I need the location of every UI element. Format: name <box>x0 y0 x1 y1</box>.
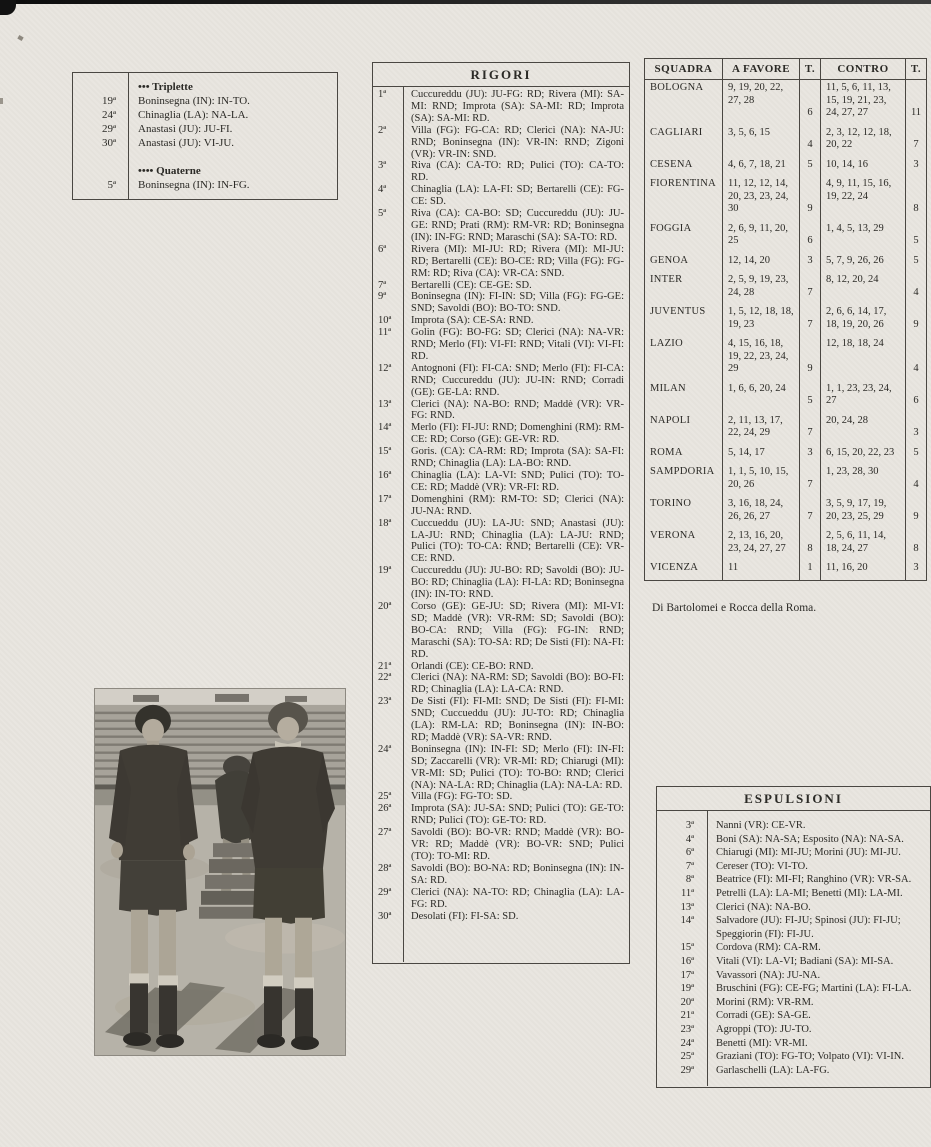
rigori-row <box>373 661 629 673</box>
list-item <box>73 136 337 150</box>
contro-rounds: 11, 16, 20 <box>821 560 906 580</box>
rigori-row-text: Riva (CA): CA-TO: RD; Pulici (TO): CA-TO: RD. <box>411 160 624 184</box>
item-text: Boninsegna (IN): IN-TO. <box>138 95 250 107</box>
squadra-row <box>645 413 927 445</box>
round-number: 27ª <box>378 827 392 839</box>
team-name: VERONA <box>650 530 696 541</box>
contro-total: 7 <box>906 125 927 157</box>
espulsioni-rows <box>657 811 930 1086</box>
squadra-row <box>645 496 927 528</box>
espulsioni-row-text: Graziani (TO): FG-TO; Volpato (VI): VI-IN. <box>716 1051 904 1063</box>
favore-rounds: 2, 5, 9, 19, 23, 24, 28 <box>723 272 800 304</box>
rigori-row-text: Domenghini (RM): RM-TO: SD; Clerici (NA): JU-NA: RND. <box>411 493 624 517</box>
section-header: ••• Triplette <box>138 81 193 93</box>
rigori-row-text: Desolati (FI): FI-SA: SD. <box>411 910 519 922</box>
contro-rounds: 11, 5, 6, 11, 13, 15, 19, 21, 23, 24, 27, 27 <box>821 80 906 125</box>
contro-rounds: 1, 23, 28, 30 <box>821 464 906 496</box>
team-name: CAGLIARI <box>650 126 703 138</box>
rigori-row <box>373 244 629 280</box>
squadra-row <box>645 125 927 157</box>
rigori-row <box>373 160 629 184</box>
round-number: 29ª <box>378 886 392 898</box>
espulsioni-row <box>657 860 930 874</box>
triplette-quaterne-rows <box>73 80 337 192</box>
favore-total: 7 <box>800 413 821 445</box>
round-number: 15ª <box>680 942 694 954</box>
contro-total: 3 <box>906 560 927 580</box>
contro-rounds: 12, 18, 18, 24 <box>821 336 906 381</box>
rigori-row <box>373 315 629 327</box>
favore-total: 9 <box>800 176 821 221</box>
round-number <box>73 80 128 94</box>
squadra-row <box>645 445 927 465</box>
team-name: MILAN <box>650 382 686 394</box>
team-name: CESENA <box>650 158 693 170</box>
team-name: SAMPDORIA <box>650 466 715 477</box>
round-number: 26ª <box>378 803 392 815</box>
rigori-row <box>373 827 629 863</box>
contro-total: 4 <box>906 336 927 381</box>
triplette-quaterne-box <box>72 72 338 200</box>
round-number: 12ª <box>378 362 392 374</box>
team-name: BOLOGNA <box>650 82 704 93</box>
rigori-title: RIGORI <box>373 63 629 87</box>
round-number: 21ª <box>378 660 392 672</box>
item-text: Chinaglia (LA): NA-LA. <box>138 109 249 121</box>
espulsioni-row-text: Nanni (VR): CE-VR. <box>716 820 806 831</box>
item-text: Boninsegna (IN): IN-FG. <box>138 179 250 191</box>
col-header-contro: CONTRO <box>821 59 906 80</box>
rigori-row <box>373 744 629 792</box>
favore-total: 8 <box>800 528 821 560</box>
rigori-row <box>373 89 629 125</box>
rigori-row-text: Golin (FG): BO-FG: SD; Clerici (NA): NA-VR: RND; Merlo (FI): VI-FI: RND; Vitali (VI): VI-FI: RD. <box>411 327 624 362</box>
favore-rounds: 2, 11, 13, 17, 22, 24, 29 <box>723 413 800 445</box>
espulsioni-row-text: Bruschini (FG): CE-FG; Martini (LA): FI-LA. <box>716 983 912 995</box>
squadra-row <box>645 80 927 125</box>
espulsioni-row <box>657 887 930 901</box>
contro-rounds: 4, 9, 11, 15, 16, 19, 22, 24 <box>821 176 906 221</box>
favore-total: 1 <box>800 560 821 580</box>
list-item <box>73 122 337 136</box>
espulsioni-row <box>657 914 930 941</box>
section-header-row <box>73 80 337 94</box>
contro-total: 4 <box>906 464 927 496</box>
rigori-row-text: Chinaglia (LA): LA-VI: SND; Pulici (TO): TO-CE: RD; Maddè (VR): VR-FI: RD. <box>411 470 624 493</box>
contro-rounds: 6, 15, 20, 22, 23 <box>821 445 906 465</box>
contro-total: 6 <box>906 381 927 413</box>
item-text: Anastasi (JU): JU-FI. <box>138 123 233 135</box>
favore-rounds: 4, 6, 7, 18, 21 <box>723 157 800 177</box>
section-header: •••• Quaterne <box>138 165 201 177</box>
list-item <box>73 178 337 192</box>
round-number: 15ª <box>378 446 392 458</box>
round-number: 20ª <box>378 600 392 612</box>
team-name: ROMA <box>650 446 683 458</box>
rigori-row <box>373 399 629 423</box>
contro-total: 8 <box>906 176 927 221</box>
espulsioni-row <box>657 819 930 833</box>
rigori-row <box>373 363 629 399</box>
espulsioni-row <box>657 846 930 860</box>
favore-total: 7 <box>800 272 821 304</box>
scan-artifact-speck <box>17 35 23 41</box>
round-number: 3ª <box>685 820 694 831</box>
photo-caption: Di Bartolomei e Rocca della Roma. <box>652 602 817 614</box>
round-number: 29ª <box>101 123 116 135</box>
round-number: 14ª <box>680 915 694 927</box>
round-number: 17ª <box>680 969 694 981</box>
contro-total: 5 <box>906 253 927 273</box>
round-number: 19ª <box>378 565 392 577</box>
round-number: 24ª <box>378 743 392 755</box>
squadra-table <box>644 58 927 581</box>
round-number: 24ª <box>680 1037 694 1049</box>
rigori-row <box>373 696 629 744</box>
scan-artifact-topbar <box>0 0 931 4</box>
rigori-row <box>373 280 629 292</box>
round-number: 9ª <box>378 291 387 303</box>
rigori-row-text: Cuccueddu (JU): LA-JU: SND; Anastasi (JU): LA-JU: RND; Chinaglia (LA): LA-JU: RND; Pulici (TO): TO-CA: RND; Bertarelli (CE): VR-CE: RND. <box>411 517 624 565</box>
scan-artifact-corner <box>0 0 16 15</box>
col-header-squadra: SQUADRA <box>645 59 723 80</box>
team-name: FIORENTINA <box>650 178 716 189</box>
round-number: 11ª <box>378 327 392 339</box>
favore-total: 6 <box>800 80 821 125</box>
contro-rounds: 2, 3, 12, 12, 18, 20, 22 <box>821 125 906 157</box>
espulsioni-row <box>657 1050 930 1064</box>
rigori-row-text: Improta (SA): JU-SA: SND; Pulici (TO): GE-TO: RND; Pulici (TO): GE-TO: RD. <box>411 803 624 827</box>
squadra-row <box>645 336 927 381</box>
round-number: 7ª <box>378 279 387 291</box>
round-number: 5ª <box>107 179 116 191</box>
round-number: 19ª <box>101 95 116 107</box>
round-number: 25ª <box>378 791 392 803</box>
rigori-row <box>373 565 629 601</box>
espulsioni-row <box>657 1009 930 1023</box>
rigori-row <box>373 446 629 470</box>
round-number: 16ª <box>680 955 694 967</box>
squadra-row <box>645 560 927 580</box>
favore-total: 9 <box>800 336 821 381</box>
col-header-totale-contro: T. <box>906 59 927 80</box>
favore-rounds: 1, 1, 5, 10, 15, 20, 26 <box>723 464 800 496</box>
rigori-row <box>373 863 629 887</box>
rigori-row-text: Goris. (CA): CA-RM: RD; Improta (SA): SA-FI: RND; Chinaglia (LA): LA-BO: RND. <box>411 446 624 470</box>
round-number <box>73 164 128 178</box>
espulsioni-row <box>657 996 930 1010</box>
espulsioni-row-text: Corradi (GE): SA-GE. <box>716 1010 811 1022</box>
rigori-row-text: Merlo (FI): FI-JU: RND; Domenghini (RM): RM-CE: RD; Corso (GE): GE-VR: RD. <box>411 422 624 446</box>
favore-rounds: 9, 19, 20, 22, 27, 28 <box>723 80 800 125</box>
contro-rounds: 2, 5, 6, 11, 14, 18, 24, 27 <box>821 528 906 560</box>
players-photo-illustration <box>95 689 345 1055</box>
contro-total: 3 <box>906 157 927 177</box>
favore-rounds: 3, 5, 6, 15 <box>723 125 800 157</box>
espulsioni-row-text: Boni (SA): NA-SA; Esposito (NA): NA-SA. <box>716 833 904 845</box>
round-number: 6ª <box>378 243 387 255</box>
contro-total: 4 <box>906 272 927 304</box>
favore-total: 7 <box>800 464 821 496</box>
espulsioni-row <box>657 982 930 996</box>
round-number: 30ª <box>378 910 392 922</box>
favore-total: 6 <box>800 221 821 253</box>
rigori-row-text: Boninsegna (IN): IN-FI: SD; Merlo (FI): IN-FI: SD; Zaccarelli (VR): VR-MI: RD; Chiarugi (MI): VR-MI: SD; Pulici (TO): TO-BO: RND; Clerici (NA): NA-LA: RD; Chinaglia (LA): NA-LA: RD. <box>411 743 624 791</box>
rigori-row <box>373 494 629 518</box>
favore-rounds: 11, 12, 12, 14, 20, 23, 23, 24, 30 <box>723 176 800 221</box>
contro-rounds: 2, 6, 6, 14, 17, 18, 19, 20, 26 <box>821 304 906 336</box>
team-name: JUVENTUS <box>650 306 706 317</box>
team-name: LAZIO <box>650 338 683 349</box>
col-header-totale-favore: T. <box>800 59 821 80</box>
round-number: 16ª <box>378 470 392 481</box>
round-number: 24ª <box>101 109 116 121</box>
rigori-row <box>373 672 629 696</box>
team-name: GENOA <box>650 254 689 266</box>
squadra-row <box>645 176 927 221</box>
round-number: 30ª <box>101 137 116 149</box>
espulsioni-row-text: Clerici (NA): NA-BO. <box>716 901 811 913</box>
rigori-row <box>373 422 629 446</box>
rigori-row-text: Boninsegna (IN): FI-IN: SD; Villa (FG): FG-GE: SND; Savoldi (BO): BO-TO: SND. <box>411 291 624 315</box>
contro-rounds: 20, 24, 28 <box>821 413 906 445</box>
espulsioni-row <box>657 873 930 887</box>
favore-rounds: 1, 6, 6, 20, 24 <box>723 381 800 413</box>
round-number: 2ª <box>378 124 387 136</box>
rigori-row-text: Clerici (NA): NA-BO: RND; Maddè (VR): VR-FG: RND. <box>411 398 624 422</box>
rigori-row-text: Villa (FG): FG-CA: RD; Clerici (NA): NA-JU: RND; Boninsegna (IN): VR-IN: RND; Zigoni (VR): VR-IN: SND. <box>411 124 624 160</box>
espulsioni-row <box>657 901 930 915</box>
squadra-row <box>645 464 927 496</box>
rigori-table <box>372 62 630 964</box>
rigori-row <box>373 327 629 363</box>
favore-rounds: 2, 6, 9, 11, 20, 25 <box>723 221 800 253</box>
round-number: 19ª <box>680 983 694 995</box>
squadra-row <box>645 381 927 413</box>
espulsioni-row <box>657 1064 930 1078</box>
round-number: 28ª <box>378 862 392 874</box>
contro-total: 11 <box>906 80 927 125</box>
rigori-row <box>373 125 629 161</box>
espulsioni-row <box>657 1037 930 1051</box>
squadra-row <box>645 304 927 336</box>
scan-artifact-speck <box>0 98 3 104</box>
round-number: 10ª <box>378 315 392 327</box>
favore-rounds: 5, 14, 17 <box>723 445 800 465</box>
round-number: 22ª <box>378 672 392 684</box>
rigori-row-text: Riva (CA): CA-BO: SD; Cuccureddu (JU): JU-GE: RND; Prati (RM): RM-VR: RD; Boninsegna (IN): IN-FG: RND; Maraschi (SA): SA-TO: RD. <box>411 208 624 243</box>
rigori-row-text: Clerici (NA): NA-TO: RD; Chinaglia (LA): LA-FG: RD. <box>411 886 624 910</box>
favore-rounds: 11 <box>723 560 800 580</box>
col-header-a-favore: A FAVORE <box>723 59 800 80</box>
round-number: 1ª <box>378 89 387 100</box>
favore-rounds: 1, 5, 12, 18, 18, 19, 23 <box>723 304 800 336</box>
rigori-row <box>373 208 629 244</box>
rigori-row <box>373 791 629 803</box>
round-number: 4ª <box>378 184 387 196</box>
round-number: 18ª <box>378 517 392 529</box>
contro-total: 8 <box>906 528 927 560</box>
round-number: 13ª <box>680 901 694 913</box>
contro-total: 5 <box>906 221 927 253</box>
espulsioni-row <box>657 1023 930 1037</box>
contro-rounds: 3, 5, 9, 17, 19, 20, 23, 25, 29 <box>821 496 906 528</box>
squadra-row <box>645 221 927 253</box>
rigori-row-text: Corso (GE): GE-JU: SD; Rivera (MI): MI-VI: SD; Maddè (VR): VR-RM: SD; Savoldi (BO): BO-CA: RND; Villa (FG): FG-IN: RND; Maraschi (SA): TO-SA: RD; De Sisti (FI): NA-FI: RD. <box>411 600 624 660</box>
round-number: 14ª <box>378 422 392 434</box>
round-number: 17ª <box>378 493 392 505</box>
rigori-row <box>373 601 629 661</box>
espulsioni-row-text: Beatrice (FI): MI-FI; Ranghino (VR): VR-SA. <box>716 874 912 886</box>
team-name: TORINO <box>650 498 692 509</box>
rigori-row <box>373 184 629 208</box>
favore-rounds: 4, 15, 16, 18, 19, 22, 23, 24, 29 <box>723 336 800 381</box>
espulsioni-row <box>657 833 930 847</box>
list-item <box>73 94 337 108</box>
favore-total: 5 <box>800 157 821 177</box>
favore-rounds: 3, 16, 18, 24, 26, 26, 27 <box>723 496 800 528</box>
rigori-row <box>373 887 629 911</box>
section-spacer <box>73 150 337 164</box>
rigori-row-text: Antognoni (FI): FI-CA: SND; Merlo (FI): FI-CA: RND; Cuccureddu (JU): JU-IN: RND; Corradi (GE): GE-LA: RND. <box>411 362 624 398</box>
espulsioni-table <box>656 786 931 1088</box>
rigori-row-text: Cuccureddu (JU): JU-FG: RD; Rivera (MI): SA-MI: RND; Improta (SA): SA-MI: RD; Improta (SA): SA-MI: RD. <box>411 89 624 124</box>
section-header-row <box>73 164 337 178</box>
espulsioni-row-text: Vavassori (NA): JU-NA. <box>716 969 821 981</box>
favore-total: 3 <box>800 253 821 273</box>
espulsioni-title: ESPULSIONI <box>657 787 930 811</box>
round-number: 11ª <box>680 887 694 899</box>
rigori-row-text: Savoldi (BO): BO-NA: RD; Boninsegna (IN): IN-SA: RD. <box>411 862 624 886</box>
round-number: 6ª <box>685 847 694 859</box>
contro-rounds: 1, 1, 23, 23, 24, 27 <box>821 381 906 413</box>
espulsioni-row <box>657 955 930 969</box>
favore-rounds: 12, 14, 20 <box>723 253 800 273</box>
favore-total: 5 <box>800 381 821 413</box>
espulsioni-row-text: Benetti (MI): VR-MI. <box>716 1037 808 1049</box>
squadra-row <box>645 528 927 560</box>
rigori-row <box>373 291 629 315</box>
round-number: 29ª <box>680 1064 694 1076</box>
espulsioni-row-text: Cordova (RM): CA-RM. <box>716 942 821 954</box>
rigori-row-text: Bertarelli (CE): CE-GE: SD. <box>411 279 532 291</box>
round-number: 5ª <box>378 208 387 220</box>
espulsioni-row <box>657 941 930 955</box>
favore-total: 4 <box>800 125 821 157</box>
players-photo <box>94 688 346 1056</box>
rigori-row-text: Savoldi (BO): BO-VR: RND; Maddè (VR): BO-VR: RD; Maddè (VR): BO-VR: SND; Pulici (TO): TO-MI: RD. <box>411 827 624 862</box>
squadra-row <box>645 272 927 304</box>
squadra-header-row <box>645 59 927 80</box>
rigori-row-text: Clerici (NA): NA-RM: SD; Savoldi (BO): BO-FI: RD; Chinaglia (LA): LA-CA: RND. <box>411 672 624 696</box>
espulsioni-row-text: Chiarugi (MI): MI-JU; Morini (JU): MI-JU. <box>716 847 901 859</box>
rigori-row <box>373 911 629 923</box>
espulsioni-row-text: Morini (RM): VR-RM. <box>716 996 814 1008</box>
rigori-row-text: Chinaglia (LA): LA-FI: SD; Bertarelli (CE): FG-CE: SD. <box>411 184 624 208</box>
squadra-row <box>645 253 927 273</box>
contro-rounds: 1, 4, 5, 13, 29 <box>821 221 906 253</box>
team-name: FOGGIA <box>650 222 692 234</box>
item-text: Anastasi (JU): VI-JU. <box>138 137 235 149</box>
rigori-row-text: Cuccureddu (JU): JU-BO: RD; Savoldi (BO): JU-BO: RD; Chinaglia (LA): FI-LA: RD; Boninsegna (IN): IN-TO: RND. <box>411 565 624 601</box>
espulsioni-row-text: Agroppi (TO): JU-TO. <box>716 1023 812 1035</box>
espulsioni-row-text: Garlaschelli (LA): LA-FG. <box>716 1064 830 1076</box>
rigori-row <box>373 518 629 566</box>
contro-rounds: 5, 7, 9, 26, 26 <box>821 253 906 273</box>
rigori-row-text: Improta (SA): CE-SA: RND. <box>411 315 534 327</box>
list-item <box>73 108 337 122</box>
rigori-row-text: Villa (FG): FG-TO: SD. <box>411 791 513 803</box>
rigori-row-text: Orlandi (CE): CE-BO: RND. <box>411 660 534 672</box>
rigori-row <box>373 470 629 494</box>
rigori-row <box>373 803 629 827</box>
espulsioni-row-text: Salvadore (JU): FI-JU; Spinosi (JU): FI-JU; Speggiorin (FI): FI-JU. <box>716 915 901 940</box>
round-number: 23ª <box>378 696 392 708</box>
favore-total: 3 <box>800 445 821 465</box>
espulsioni-row-text: Cereser (TO): VI-TO. <box>716 860 808 872</box>
rigori-rows <box>373 87 629 962</box>
favore-total: 7 <box>800 304 821 336</box>
round-number: 25ª <box>680 1051 694 1063</box>
round-number: 13ª <box>378 398 392 410</box>
rigori-row-text: De Sisti (FI): FI-MI: SND; De Sisti (FI): FI-MI: SND; Cuccueddu (JU): JU-TO: RD; Chinaglia (LA): RM-LA: RD; Boninsegna (IN): IN-BO: RD; Maddè (VR): SA-VR: RND. <box>411 696 624 743</box>
espulsioni-row <box>657 969 930 983</box>
espulsioni-row-text: Vitali (VI): LA-VI; Badiani (SA): MI-SA. <box>716 955 894 967</box>
rigori-row-text: Rivera (MI): MI-JU: RD; Rivera (MI): MI-JU: RD; Bertarelli (CE): BO-CE: RD; Villa (FG): FG-RM: RD; Riva (CA): VR-CA: SND. <box>411 243 624 279</box>
team-name: VICENZA <box>650 562 699 573</box>
squadra-row <box>645 157 927 177</box>
contro-rounds: 10, 14, 16 <box>821 157 906 177</box>
team-name: INTER <box>650 274 683 285</box>
round-number: 7ª <box>685 860 694 872</box>
favore-total: 7 <box>800 496 821 528</box>
team-name: NAPOLI <box>650 414 691 426</box>
round-number: 23ª <box>680 1023 694 1035</box>
espulsioni-row-text: Petrelli (LA): LA-MI; Benetti (MI): LA-MI. <box>716 887 903 899</box>
round-number: 4ª <box>685 833 694 845</box>
round-number: 21ª <box>680 1010 694 1022</box>
round-number: 20ª <box>680 996 694 1008</box>
contro-rounds: 8, 12, 20, 24 <box>821 272 906 304</box>
contro-total: 3 <box>906 413 927 445</box>
round-number: 8ª <box>685 874 694 886</box>
contro-total: 5 <box>906 445 927 465</box>
favore-rounds: 2, 13, 16, 20, 23, 24, 27, 27 <box>723 528 800 560</box>
contro-total: 9 <box>906 496 927 528</box>
round-number: 3ª <box>378 160 387 172</box>
contro-total: 9 <box>906 304 927 336</box>
